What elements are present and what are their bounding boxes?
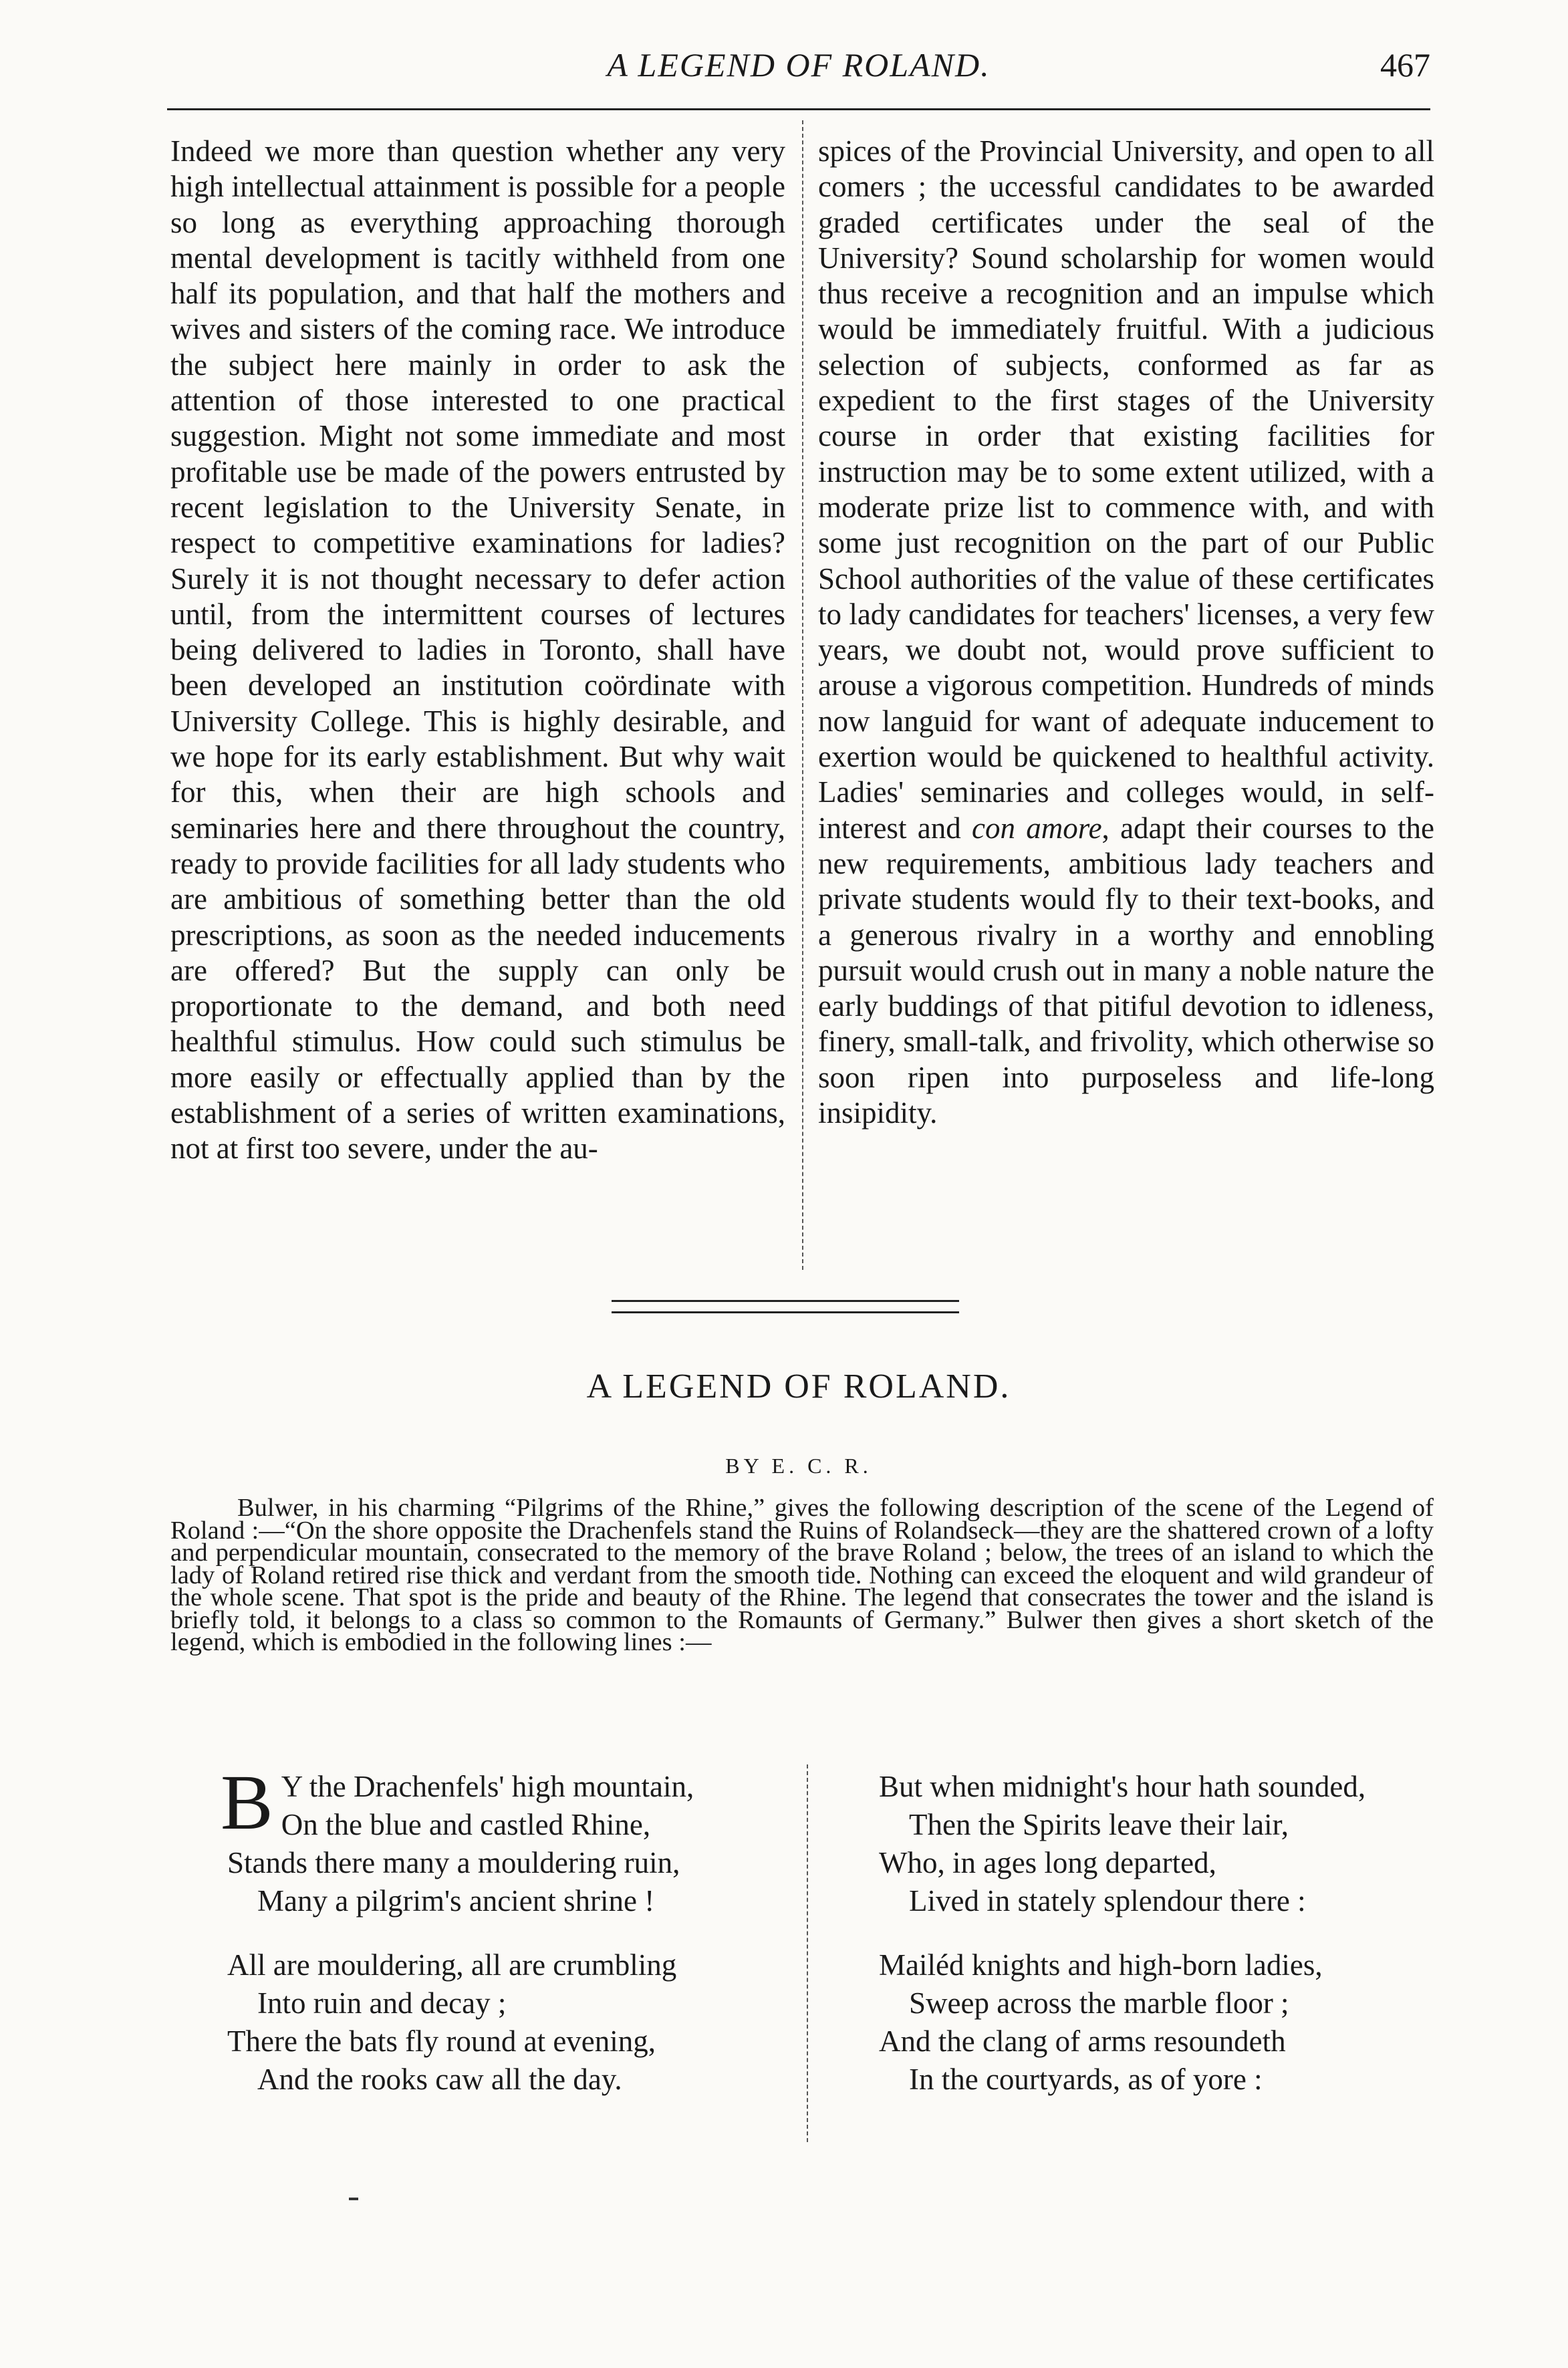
stanza	[879, 1768, 1480, 1920]
essay-left-column	[170, 134, 785, 1167]
drop-cap: B	[221, 1758, 273, 1846]
verse-line: Sweep across the marble floor ;	[909, 1986, 1289, 2020]
stanza	[221, 1758, 802, 1920]
verse-text: Y the Drachenfels' high mountain,	[281, 1770, 694, 1803]
article-title: A LEGEND OF ROLAND.	[586, 1367, 1011, 1406]
poem-column-divider	[807, 1764, 808, 2142]
verse-line: Mailéd knights and high-born ladies,	[879, 1948, 1323, 1982]
verse-line: There the bats fly round at evening,	[227, 2024, 656, 2058]
verse-line: But when midnight's hour hath sounded,	[879, 1770, 1366, 1803]
verse-line: All are mouldering, all are crumbling	[227, 1948, 677, 1982]
header-rule	[167, 108, 1430, 110]
running-header	[167, 45, 1430, 99]
intro-text: Bulwer, in his charming “Pilgrims of the Rhine,” gives the following description of the scene of the Legend of Roland :—“On the shore opposite the Drachenfels stand the Ruins of Rolandseck—they are the shattered crown of a lofty and perpendicular mountain, consecrated to the memory of the brave Roland ; below, the trees of an island to which the lady of Roland retired rise thick and verdant from the smooth tide. Nothing can exceed the eloquent and wild grandeur of the whole scene. That spot is the pride and beauty of the Rhine. The legend that consecrates the tower and the island is briefly told, it belongs to a class so common to the Romaunts of Germany.” Bulwer then gives a short sketch of the legend, which is embodied in the following lines :—	[170, 1494, 1434, 1656]
poem-left-column	[221, 1758, 802, 2125]
intro-paragraph	[170, 1494, 1434, 1656]
verse-line: Who, in ages long departed,	[879, 1846, 1216, 1879]
stanza	[227, 1946, 802, 2099]
essay-right-tail: , adapt their courses to the new requirements, ambitious lady teachers and private students would fly to their text-books, and a generous rivalry in a worthy and ennobling pursuit would crush out in many a noble nature the early buddings of that pitiful devotion to idleness, finery, small-talk, and frivolity, which otherwise so soon ripen into purposeless and life-long insipidity.	[818, 811, 1434, 1130]
verse-line: Lived in stately splendour there :	[909, 1884, 1306, 1918]
verse-line: On the blue and castled Rhine,	[281, 1808, 651, 1841]
essay-right-column	[818, 134, 1434, 1131]
verse-line: And the rooks caw all the day.	[257, 2063, 622, 2096]
page-mark	[349, 2198, 358, 2200]
essay-left-paragraph: Indeed we more than question whether any very high intellectual attainment is possible for a people so long as everything approaching thorough mental development is tacitly withheld from one half its population, and that half the mothers and wives and sisters of the coming race. We introduce the subject here mainly in order to ask the attention of those interested to one practical suggestion. Might not some immediate and most profitable use be made of the powers entrusted by recent legislation to the University Senate, in respect to competitive examinations for ladies? Surely it is not thought necessary to defer action until, from the intermittent courses of lectures being delivered to ladies in Toronto, shall have been developed an institution coördinate with University College. This is highly desirable, and we hope for its early establishment. But why wait for this, when their are high schools and seminaries here and there throughout the country, ready to provide facilities for all lady students who are ambitious of something better than the old prescriptions, as soon as the needed inducements are offered? But the supply can only be proportionate to the demand, and both need healthful stimulus. How could such stimulus be more easily or effectually applied than by the establishment of a series of written examinations, not at first too severe, under the au-	[170, 134, 785, 1166]
verse-line: Into ruin and decay ;	[257, 1986, 507, 2020]
verse-line: Many a pilgrim's ancient shrine !	[257, 1884, 655, 1918]
italic-phrase: con amore	[971, 811, 1102, 845]
verse-line: In the courtyards, as of yore :	[909, 2063, 1263, 2096]
stanza	[879, 1946, 1480, 2099]
verse-line: And the clang of arms resoundeth	[879, 2024, 1286, 2058]
poem-right-column	[879, 1768, 1480, 2125]
essay-right-paragraph	[818, 134, 1434, 1131]
column-divider	[802, 120, 803, 1270]
running-title: A LEGEND OF ROLAND.	[607, 46, 991, 84]
verse-line: Then the Spirits leave their lair,	[909, 1808, 1289, 1841]
essay-right-text: spices of the Provincial University, and open to all comers ; the uccessful candidates to be awarded graded certificates under the seal of the University? Sound scholarship for women would thus receive a recognition and an impulse which would be immediately fruitful. With a judicious selection of subjects, conformed as far as expedient to the first stages of the University course in order that existing facilities for instruction may be to some extent utilized, with a moderate prize list to commence with, and with some just recognition on the part of our Public School authorities of the value of these certificates to lady candidates for teachers' licenses, a very few years, we doubt not, would prove sufficient to arouse a vigorous competition. Hundreds of minds now languid for want of adequate inducement to exertion would be quickened to healthful activity. Ladies' seminaries and colleges would, in self-interest and	[818, 134, 1434, 845]
page-number: 467	[1380, 46, 1430, 84]
section-separator	[612, 1300, 959, 1313]
verse-line: Stands there many a mouldering ruin,	[227, 1846, 680, 1879]
byline: BY E. C. R.	[725, 1454, 872, 1478]
